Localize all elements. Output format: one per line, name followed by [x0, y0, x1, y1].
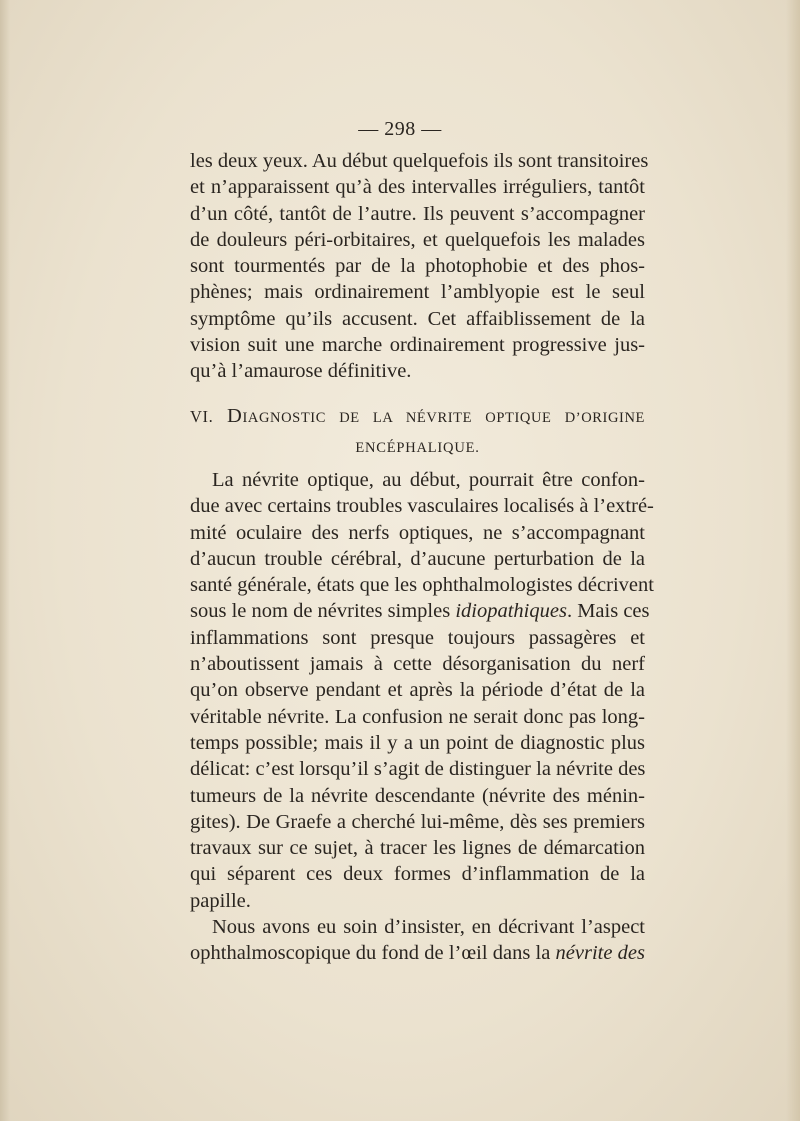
text-line: véritable névrite. La confusion ne serait donc pas long-	[190, 705, 645, 728]
text-line: n’aboutissent jamais à cette désorganisation du nerf	[190, 653, 645, 676]
text-line-with-italic	[190, 940, 645, 966]
paragraph-continuation	[190, 148, 649, 385]
text-line: d’un côté, tantôt de l’autre. Ils peuvent s’accompagner	[190, 202, 645, 225]
text-line: d’aucun trouble cérébral, d’aucune perturbation de la	[190, 547, 645, 570]
text-line: papille.	[190, 889, 251, 912]
page-edge-shadow-right	[786, 0, 800, 1121]
text-line: qu’à l’amaurose définitive.	[190, 360, 412, 383]
text-line: de douleurs péri-orbitaires, et quelquefois les malades	[190, 228, 645, 251]
text-line: et n’apparaissent qu’à des intervalles irréguliers, tantôt	[190, 176, 645, 199]
text-line: gites). De Graefe a cherché lui-même, dès ses premiers	[190, 810, 645, 833]
section-heading-rest: IAGNOSTIC DE LA NÉVRITE OPTIQUE D’ORIGINE	[242, 410, 645, 426]
text-line: vision suit une marche ordinairement progressive jus-	[190, 334, 645, 357]
text-line: santé générale, états que les ophthalmologistes décrivent	[190, 574, 654, 597]
text-line: tumeurs de la névrite descendante (névrite des ménin-	[190, 784, 645, 807]
section-numeral: VI.	[190, 407, 214, 426]
text-line: qu’on observe pendant et après la période d’état de la	[190, 679, 645, 702]
text-line: délicat: c’est lorsqu’il s’agit de distinguer la névrite des	[190, 758, 646, 781]
text-line: les deux yeux. Au début quelquefois ils sont transitoires	[190, 150, 649, 172]
italic-term: idiopathiques	[455, 600, 567, 623]
text-segment: sous le nom de névrites simples	[190, 600, 451, 623]
text-line: travaux sur ce sujet, à tracer les lignes de démarcation	[190, 837, 645, 860]
text-segment: ophthalmoscopique du fond de l’œil dans la	[190, 942, 556, 965]
page-number: — 298 —	[358, 118, 442, 140]
section-heading	[190, 405, 645, 428]
text-line-with-italic	[190, 598, 650, 624]
text-line: Nous avons eu soin d’insister, en décrivant l’aspect	[212, 916, 645, 939]
text-line: due avec certains troubles vasculaires localisés à l’extré-	[190, 495, 654, 518]
italic-term: névrite des	[555, 942, 645, 965]
text-line: phènes; mais ordinairement l’amblyopie est le seul	[190, 281, 645, 304]
text-line: temps possible; mais il y a un point de diagnostic plus	[190, 731, 645, 754]
section-body	[190, 467, 654, 967]
text-line: La névrite optique, au début, pourrait être confon-	[212, 469, 645, 491]
section-heading-cap: D	[227, 405, 243, 427]
section-heading-continued: ENCÉPHALIQUE.	[355, 440, 480, 456]
page-edge-shadow-left	[0, 0, 10, 1121]
text-line: qui séparent ces deux formes d’inflammation de la	[190, 863, 645, 886]
text-line: mité oculaire des nerfs optiques, ne s’accompagnant	[190, 521, 645, 544]
text-line: inflammations sont presque toujours passagères et	[190, 626, 645, 649]
text-segment: . Mais ces	[566, 600, 650, 623]
text-line: sont tourmentés par de la photophobie et des phos-	[190, 255, 645, 278]
text-line: symptôme qu’ils accusent. Cet affaiblissement de la	[190, 307, 645, 330]
